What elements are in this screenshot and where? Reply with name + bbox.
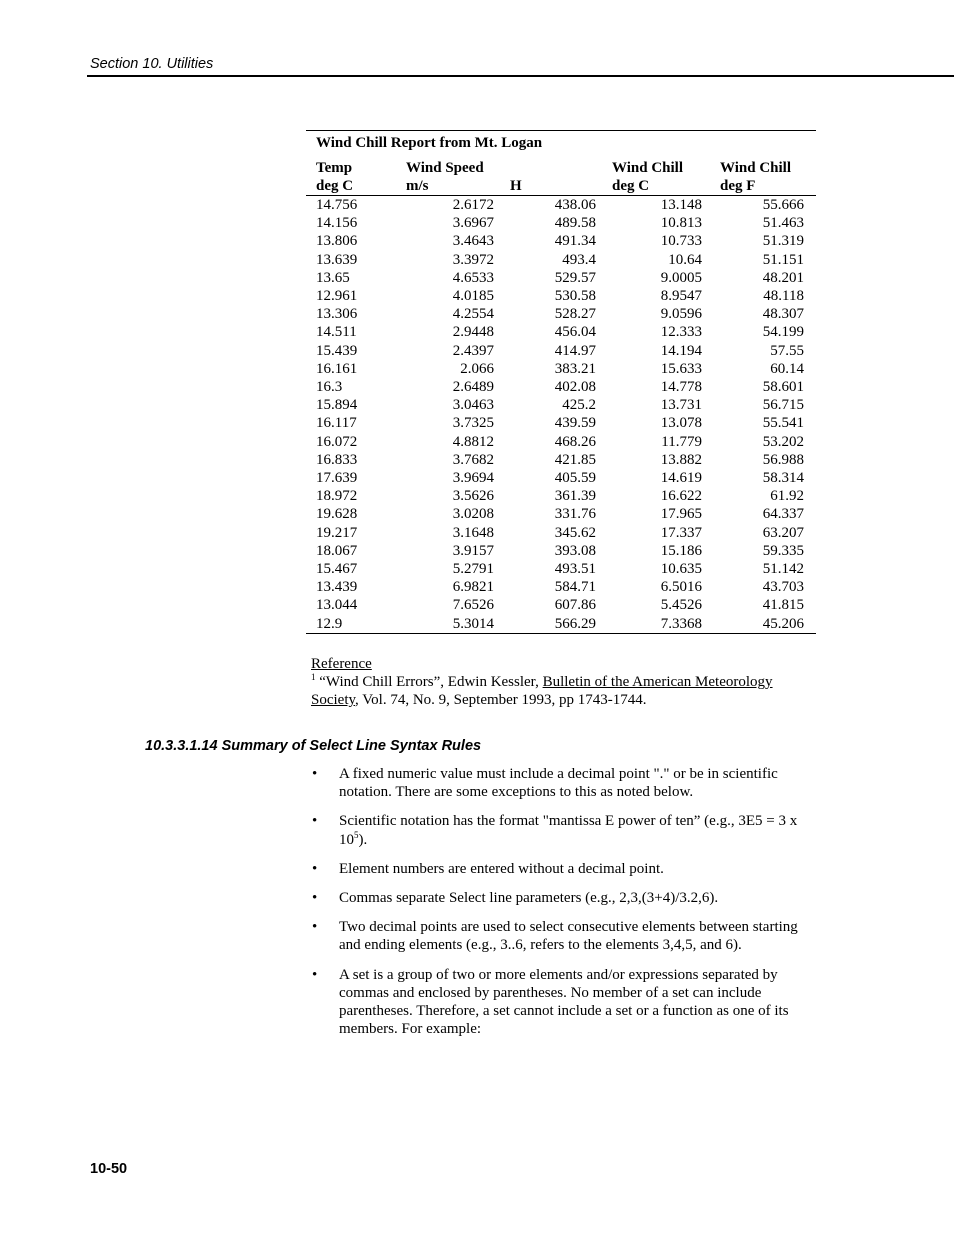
table-row bbox=[306, 524, 816, 542]
h-cell: 566.29 bbox=[494, 615, 596, 634]
temp-cell: 13.639 bbox=[316, 251, 358, 268]
table-row bbox=[306, 596, 816, 614]
h-cell: 491.34 bbox=[554, 233, 596, 250]
wind-speed-cell: 6.9821 bbox=[452, 579, 494, 596]
h-cell: 425.2 bbox=[562, 397, 596, 414]
wind-speed-cell: 3.0463 bbox=[452, 397, 494, 414]
table-row bbox=[306, 305, 816, 323]
list-item bbox=[310, 918, 810, 954]
reference-details: , Vol. 74, No. 9, September 1993, pp 1743-1744. bbox=[355, 692, 647, 708]
table-row bbox=[306, 469, 816, 487]
wind-chill-c-cell: 6.5016 bbox=[660, 579, 702, 596]
table-row bbox=[306, 378, 816, 396]
table-row bbox=[306, 433, 816, 451]
temp-cell: 13.044 bbox=[316, 597, 358, 614]
reference-block bbox=[311, 655, 811, 709]
rule-text: Scientific notation has the format "mantissa E power of ten” (e.g., 3E5 = 3 x 10 bbox=[339, 813, 798, 848]
journal-name-cont: Society bbox=[311, 692, 356, 708]
column-header-wind-speed bbox=[406, 159, 494, 196]
page-number: 10-50 bbox=[90, 1161, 128, 1177]
wind-chill-f-cell: 63.207 bbox=[762, 524, 804, 541]
temp-cell: 13.439 bbox=[316, 579, 358, 596]
column-header-unit: H bbox=[510, 178, 522, 194]
table-row bbox=[306, 578, 816, 596]
temp-cell: 15.467 bbox=[316, 561, 358, 578]
bullet-icon: • bbox=[312, 966, 318, 983]
h-cell: 438.06 bbox=[554, 197, 596, 213]
rule-text: Two decimal points are used to select consecutive elements between starting and ending elements (e.g., 3..6, refers to the elements 3,4,5, and 6). bbox=[339, 919, 798, 954]
table-row bbox=[306, 196, 816, 215]
wind-speed-cell: 7.6526 bbox=[452, 597, 494, 614]
list-item bbox=[310, 860, 810, 878]
wind-chill-f-cell: 58.601 bbox=[762, 379, 804, 396]
wind-chill-f-cell: 43.703 bbox=[762, 579, 804, 596]
h-cell: 489.58 bbox=[554, 215, 596, 232]
wind-chill-c-cell: 9.0005 bbox=[660, 269, 702, 286]
temp-cell: 16.3 bbox=[316, 379, 343, 396]
h-cell: 528.27 bbox=[554, 306, 596, 323]
wind-speed-cell: 2.6172 bbox=[452, 197, 494, 213]
temp-cell: 18.972 bbox=[316, 488, 358, 505]
wind-chill-f-cell: 54.199 bbox=[762, 324, 804, 341]
column-header-wind-chill-c bbox=[596, 159, 702, 196]
temp-cell: 12.961 bbox=[316, 288, 358, 305]
table-row bbox=[306, 396, 816, 414]
temp-cell: 12.9 bbox=[306, 615, 406, 634]
list-item bbox=[310, 765, 810, 801]
reference-quote: “Wind Chill Errors”, Edwin Kessler, bbox=[315, 674, 543, 690]
wind-chill-f-cell: 48.118 bbox=[763, 288, 804, 305]
wind-speed-cell: 3.0208 bbox=[452, 506, 494, 523]
table-row bbox=[306, 615, 816, 634]
wind-speed-cell: 2.6489 bbox=[452, 379, 494, 396]
wind-chill-c-cell: 8.9547 bbox=[660, 288, 702, 305]
wind-speed-cell: 2.4397 bbox=[452, 342, 494, 359]
h-cell: 468.26 bbox=[554, 433, 596, 450]
wind-speed-cell: 3.7325 bbox=[452, 415, 494, 432]
h-cell: 393.08 bbox=[554, 542, 596, 559]
column-header-line: Wind Speed bbox=[406, 160, 484, 176]
wind-chill-c-cell: 10.813 bbox=[660, 215, 702, 232]
bullet-icon: • bbox=[312, 766, 318, 782]
table-row bbox=[306, 323, 816, 341]
column-header-unit: m/s bbox=[406, 178, 429, 194]
wind-speed-cell: 2.066 bbox=[460, 360, 494, 377]
section-heading: 10.3.3.1.14 Summary of Select Line Syntax Rules bbox=[145, 738, 482, 754]
table-row bbox=[306, 560, 816, 578]
wind-chill-c-cell: 15.186 bbox=[660, 542, 702, 559]
wind-speed-cell: 3.6967 bbox=[452, 215, 494, 232]
wind-speed-cell: 4.8812 bbox=[452, 433, 494, 450]
wind-chill-c-cell: 13.731 bbox=[660, 397, 702, 414]
wind-chill-c-cell: 12.333 bbox=[660, 324, 702, 341]
wind-chill-f-cell: 51.151 bbox=[762, 251, 804, 268]
bullet-icon: • bbox=[312, 890, 318, 907]
list-item bbox=[310, 966, 810, 1039]
table-row bbox=[306, 451, 816, 469]
wind-chill-c-cell: 15.633 bbox=[660, 360, 702, 377]
table-row bbox=[306, 542, 816, 560]
h-cell: 456.04 bbox=[554, 324, 596, 341]
h-cell: 529.57 bbox=[554, 269, 596, 286]
wind-chill-c-cell: 10.733 bbox=[660, 233, 702, 250]
running-header: Section 10. Utilities bbox=[90, 56, 214, 72]
wind-chill-f-cell: 51.319 bbox=[762, 233, 804, 250]
wind-chill-f-cell: 51.463 bbox=[762, 215, 804, 232]
wind-speed-cell: 4.0185 bbox=[452, 288, 494, 305]
wind-chill-table bbox=[306, 130, 816, 634]
wind-chill-f-cell: 64.337 bbox=[762, 506, 804, 523]
wind-speed-cell: 3.9694 bbox=[452, 470, 494, 487]
wind-chill-c-cell: 14.194 bbox=[660, 342, 702, 359]
temp-cell: 19.628 bbox=[316, 506, 358, 523]
wind-speed-cell: 3.1648 bbox=[452, 524, 494, 541]
wind-speed-cell: 3.5626 bbox=[452, 488, 494, 505]
wind-chill-f-cell: 57.55 bbox=[770, 342, 804, 359]
wind-chill-c-cell: 13.882 bbox=[660, 451, 702, 468]
wind-chill-c-cell: 13.078 bbox=[660, 415, 702, 432]
table-row bbox=[306, 487, 816, 505]
table-title: Wind Chill Report from Mt. Logan bbox=[316, 135, 543, 151]
h-cell: 421.85 bbox=[554, 451, 596, 468]
h-cell: 345.62 bbox=[554, 524, 596, 541]
wind-chill-c-cell: 14.778 bbox=[660, 379, 702, 396]
column-header-wind-chill-f bbox=[702, 159, 816, 196]
header-rule bbox=[87, 75, 954, 77]
temp-cell: 16.072 bbox=[316, 433, 358, 450]
h-cell: 584.71 bbox=[554, 579, 596, 596]
wind-chill-f-cell: 59.335 bbox=[762, 542, 804, 559]
wind-chill-c-cell: 17.337 bbox=[660, 524, 702, 541]
wind-chill-f-cell: 53.202 bbox=[762, 433, 804, 450]
wind-chill-c-cell: 14.619 bbox=[660, 470, 702, 487]
wind-chill-f-cell: 56.715 bbox=[762, 397, 804, 414]
wind-chill-f-cell: 58.314 bbox=[762, 470, 804, 487]
wind-chill-f-cell: 55.666 bbox=[762, 197, 804, 213]
h-cell: 493.51 bbox=[554, 561, 596, 578]
exponent: 5 bbox=[354, 829, 359, 840]
h-cell: 405.59 bbox=[554, 470, 596, 487]
temp-cell: 14.156 bbox=[316, 215, 358, 232]
table-row bbox=[306, 342, 816, 360]
wind-chill-f-cell: 45.206 bbox=[702, 615, 816, 634]
wind-chill-f-cell: 61.92 bbox=[770, 488, 804, 505]
rule-text: Commas separate Select line parameters (e.g., 2,3,(3+4)/3.2,6). bbox=[339, 890, 719, 907]
wind-chill-c-cell: 7.3368 bbox=[596, 615, 702, 634]
h-cell: 402.08 bbox=[554, 379, 596, 396]
temp-cell: 14.756 bbox=[316, 197, 358, 213]
wind-chill-c-cell: 5.4526 bbox=[660, 597, 702, 614]
table-row bbox=[306, 287, 816, 305]
wind-chill-f-cell: 56.988 bbox=[762, 451, 804, 468]
column-header-line: Wind Chill bbox=[612, 160, 684, 176]
wind-chill-f-cell: 51.142 bbox=[762, 561, 804, 578]
h-cell: 383.21 bbox=[554, 360, 596, 377]
wind-chill-f-cell: 48.307 bbox=[762, 306, 804, 323]
table-row bbox=[306, 251, 816, 269]
journal-name: Bulletin of the American Meteorology bbox=[542, 674, 773, 690]
wind-chill-c-cell: 10.64 bbox=[668, 251, 702, 268]
column-header-h bbox=[494, 159, 596, 196]
table-body bbox=[306, 196, 816, 634]
wind-speed-cell: 5.2791 bbox=[452, 561, 494, 578]
rule-text-suffix: ). bbox=[358, 831, 368, 848]
wind-chill-f-cell: 55.541 bbox=[762, 415, 804, 432]
wind-speed-cell: 4.2554 bbox=[452, 306, 494, 323]
h-cell: 331.76 bbox=[554, 506, 596, 523]
temp-cell: 16.833 bbox=[316, 451, 358, 468]
column-header-line: Temp bbox=[316, 160, 353, 176]
column-header-temp bbox=[306, 159, 406, 196]
temp-cell: 14.511 bbox=[316, 324, 357, 341]
wind-chill-c-cell: 10.635 bbox=[660, 561, 702, 578]
wind-chill-f-cell: 41.815 bbox=[762, 597, 804, 614]
wind-chill-f-cell: 48.201 bbox=[762, 269, 804, 286]
table-row bbox=[306, 269, 816, 287]
table-row bbox=[306, 505, 816, 523]
wind-chill-c-cell: 11.779 bbox=[661, 433, 702, 450]
h-cell: 530.58 bbox=[554, 288, 596, 305]
temp-cell: 13.806 bbox=[316, 233, 358, 250]
h-cell: 493.4 bbox=[562, 251, 596, 268]
bullet-icon: • bbox=[312, 860, 318, 877]
wind-chill-c-cell: 17.965 bbox=[660, 506, 702, 523]
temp-cell: 18.067 bbox=[316, 542, 358, 559]
wind-chill-data-table bbox=[306, 159, 816, 634]
reference-citation bbox=[311, 673, 811, 709]
table-row bbox=[306, 360, 816, 378]
bullet-icon: • bbox=[312, 813, 318, 830]
temp-cell: 16.117 bbox=[316, 415, 357, 432]
wind-chill-c-cell: 16.622 bbox=[660, 488, 702, 505]
table-row bbox=[306, 214, 816, 232]
table-header-row bbox=[306, 159, 816, 196]
h-cell: 607.86 bbox=[554, 597, 596, 614]
wind-chill-c-cell: 13.148 bbox=[660, 197, 702, 213]
temp-cell: 15.894 bbox=[316, 397, 358, 414]
column-header-unit: deg F bbox=[720, 178, 756, 194]
list-item bbox=[310, 812, 810, 848]
list-item bbox=[310, 889, 810, 907]
temp-cell: 19.217 bbox=[316, 524, 358, 541]
h-cell: 414.97 bbox=[554, 342, 596, 359]
wind-speed-cell: 3.9157 bbox=[452, 542, 494, 559]
h-cell: 361.39 bbox=[554, 488, 596, 505]
wind-speed-cell: 3.4643 bbox=[452, 233, 494, 250]
footnote-marker: 1 bbox=[311, 672, 316, 682]
temp-cell: 17.639 bbox=[316, 470, 358, 487]
wind-chill-c-cell: 9.0596 bbox=[660, 306, 702, 323]
h-cell: 439.59 bbox=[554, 415, 596, 432]
wind-speed-cell: 2.9448 bbox=[452, 324, 494, 341]
column-header-unit: deg C bbox=[316, 178, 354, 194]
temp-cell: 13.306 bbox=[316, 306, 358, 323]
bullet-icon: • bbox=[312, 919, 318, 936]
rule-text: A set is a group of two or more elements and/or expressions separated by commas and enclosed by parentheses. No member of a set can include parentheses. Therefore, a set cannot include a set or a function as one of its members. For example: bbox=[339, 966, 789, 1038]
temp-cell: 16.161 bbox=[316, 360, 358, 377]
reference-label: Reference bbox=[311, 656, 372, 672]
rule-text: Element numbers are entered without a decimal point. bbox=[339, 860, 664, 877]
wind-speed-cell: 3.3972 bbox=[452, 251, 494, 268]
table-row bbox=[306, 232, 816, 250]
wind-speed-cell: 4.6533 bbox=[452, 269, 494, 286]
table-row bbox=[306, 414, 816, 432]
syntax-rules-list bbox=[310, 765, 810, 1049]
temp-cell: 15.439 bbox=[316, 342, 358, 359]
wind-speed-cell: 5.3014 bbox=[406, 615, 494, 634]
column-header-line: Wind Chill bbox=[720, 160, 792, 176]
temp-cell: 13.65 bbox=[316, 269, 350, 286]
wind-chill-f-cell: 60.14 bbox=[770, 360, 804, 377]
rule-text: A fixed numeric value must include a decimal point "." or be in scientific notation. There are some exceptions to this as noted below. bbox=[339, 766, 778, 801]
wind-speed-cell: 3.7682 bbox=[452, 451, 494, 468]
column-header-unit: deg C bbox=[612, 178, 650, 194]
